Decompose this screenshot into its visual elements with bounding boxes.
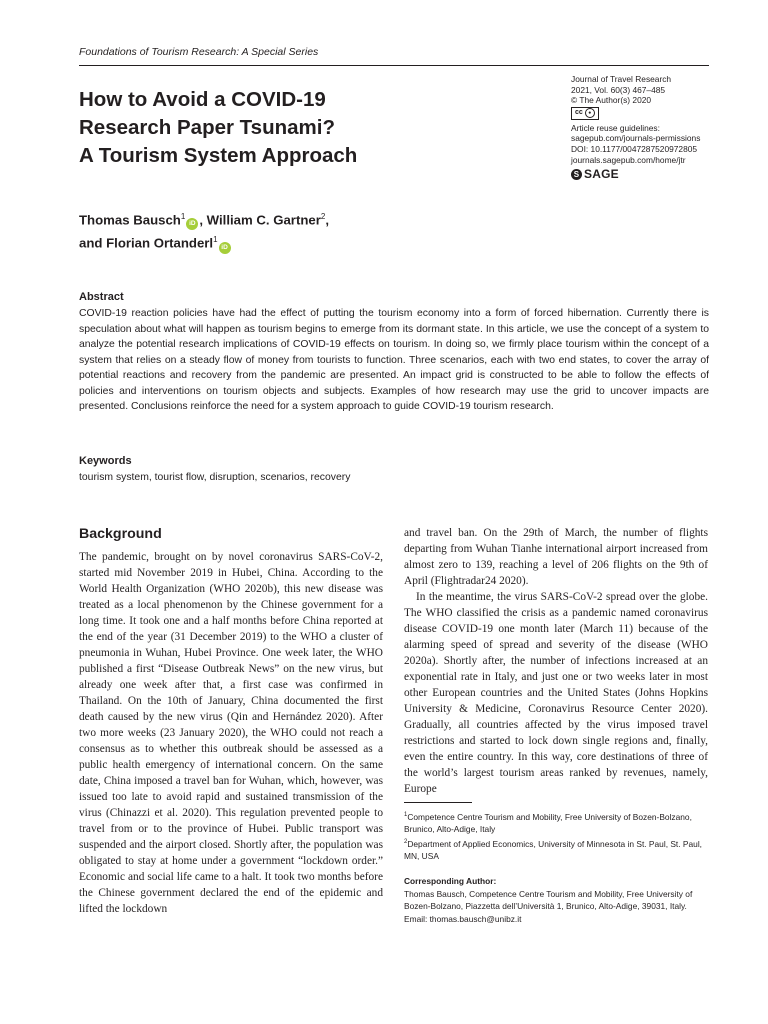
doi[interactable]: DOI: 10.1177/0047287520972805 xyxy=(571,143,698,154)
by-icon: ● xyxy=(585,108,595,118)
journal-name: Journal of Travel Research xyxy=(571,74,672,84)
author-name: William C. Gartner xyxy=(206,212,321,228)
publisher-name: SAGE xyxy=(584,167,619,182)
body-column-right xyxy=(404,525,708,797)
section-heading-background: Background xyxy=(79,526,162,542)
title-line: A Tourism System Approach xyxy=(79,144,358,167)
reuse-link[interactable]: sagepub.com/journals-permissions xyxy=(571,133,701,144)
footnotes xyxy=(404,809,708,925)
abstract-text: COVID-19 reaction policies have had the effect of putting the tourism economy into a form of forced hibernation. Currently there is speculation about what will happen as tourism begins to emerge from its dormant state. In this article, we use the concept of a system to analyze the potential research implications of COVID-19 effects on tourism. In doing so, we firmly place tourism within the concept of a system that relies on a steady flow of money from tourists to function. Three scenarios, each with two end states, to cover the array of potential reactions and recovery from the pandemic are presented. An impact grid is constructed to be able to follow the effects of policies and interventions on tourism objects and subjects. Examples of how research may use the grid to uncover impacts are presented. Conclusions reinforce the need for a system approach to guide COVID-19 tourism research. xyxy=(79,308,709,412)
sage-icon: S xyxy=(571,169,582,180)
footnote-text: Department of Applied Economics, University of Minnesota in St. Paul, St. Paul, MN, USA xyxy=(404,838,703,862)
keywords-heading: Keywords xyxy=(79,455,132,467)
author-list: Thomas Bausch$^1$iD , William C. Gartner$^2$, and Florian Ortanderl$^1$iD xyxy=(79,207,479,254)
footnote-affiliation-1 xyxy=(404,809,708,836)
reuse-label: Article reuse guidelines: xyxy=(571,122,660,133)
abstract-heading: Abstract xyxy=(79,291,124,303)
author-conjunction: and xyxy=(79,235,107,251)
footnote-rule xyxy=(404,802,472,803)
orcid-icon[interactable]: iD xyxy=(186,218,198,230)
footnote-mark: 2 xyxy=(404,838,408,845)
orcid-icon[interactable]: iD xyxy=(219,242,231,254)
body-column-left xyxy=(79,549,383,917)
affiliation-mark: 2 xyxy=(320,212,326,221)
journal-home-link[interactable]: journals.sagepub.com/home/jtr xyxy=(571,154,686,165)
paper-title xyxy=(79,86,439,170)
series-header: Foundations of Tourism Research: A Special Series xyxy=(79,46,319,58)
title-line: Research Paper Tsunami? xyxy=(79,116,335,139)
author-name: Florian Ortanderl xyxy=(106,235,214,251)
publisher-logo xyxy=(571,169,721,180)
affiliation-mark: 1 xyxy=(213,235,218,245)
cc-label: cc xyxy=(575,108,583,116)
cc-license-icon[interactable] xyxy=(571,107,599,120)
body-paragraph: The pandemic, brought on by novel coronavirus SARS-CoV-2, started mid November 2019 in Hubei, China. According to the World Health Organization (WHO 2020b), this new disease was treated as a local phenomenon by the Chinese government for a long time. It took one and a half months before China reported at the end of the year (31 December 2019) to the WHO a cluster of pneumonia in Wuhan, Hubei Province. One week later, the WHO published a first “Disease Outbreak News” on the new virus, but already one week after that, a first case was confirmed in Thailand. On the 10th of January, China documented the first death caused by the new virus (Qin and Hernández 2020). After two more weeks (23 January 2020), the WHO could not reach a consensus as to whether this outbreak should be assessed as a public health emergency of international concern. On the same date, China imposed a travel ban for Wuhan, which, however, was issued too late to avoid rapid and sustained transmission of the virus (Chinazzi et al. 2020). This regulation prevented people to travel from or to the province of Hubei. Public transport was suspended and the airport closed. Shortly after, the population was obligated to stay at home under a government “lockdown order.” Economic and social life came to a halt. It took two months before the Chinese government declared the end of the epidemic and lifted the lockdown xyxy=(79,551,383,915)
title-line: How to Avoid a COVID-19 xyxy=(79,88,326,111)
footnote-mark: 1 xyxy=(404,812,408,818)
journal-volume: 2021, Vol. 60(3) 467–485 xyxy=(571,84,666,95)
copyright: © The Author(s) 2020 xyxy=(571,95,652,106)
body-paragraph: and travel ban. On the 29th of March, the number of flights departing from Wuhan Tianhe international airport increased from almost zero to 139, reaching a level of 206 flights on the 9th of April (Flightradar24 2020). xyxy=(404,527,708,587)
journal-meta xyxy=(571,74,721,180)
body-paragraph: In the meantime, the virus SARS-CoV-2 spread over the globe. The WHO classified the crisis as a pandemic named coronavirus disease COVID-19 one month later (March 11) because of the alarming speed of spread and severity of the disease (WHO 2020a). Shortly after, the number of infections increased at an exponential rate in Italy, and just one or two weeks later in most other European countries and the United States (Johns Hopkins University & Medicine, Coronavirus Resource Center 2020). Gradually, all countries affected by the virus imposed travel restrictions and started to lock down single regions and, finally, even the entire country. In this way, core destinations of three of the world’s largest tourism areas ranked by revenues, namely, Europe xyxy=(404,591,708,795)
footnote-text: Competence Centre Tourism and Mobility, Free University of Bozen-Bolzano, Brunico, Alto-Adige, Italy xyxy=(404,811,692,835)
corresponding-author-address: Thomas Bausch, Competence Centre Tourism and Mobility, Free University of Bozen-Bolzano, Piazzetta dell’Università 1, Brunico, Alto-Adige, 39031, Italy. xyxy=(404,888,693,912)
author-name: Thomas Bausch xyxy=(79,212,181,228)
footnote-affiliation-2 xyxy=(404,836,708,863)
header-rule xyxy=(79,65,709,66)
affiliation-mark: 1 xyxy=(180,212,186,221)
keywords-text: tourism system, tourist flow, disruption, scenarios, recovery xyxy=(79,472,351,483)
corresponding-author-heading: Corresponding Author: xyxy=(404,875,497,886)
corresponding-author-email[interactable]: Email: thomas.bausch@unibz.it xyxy=(404,913,522,924)
